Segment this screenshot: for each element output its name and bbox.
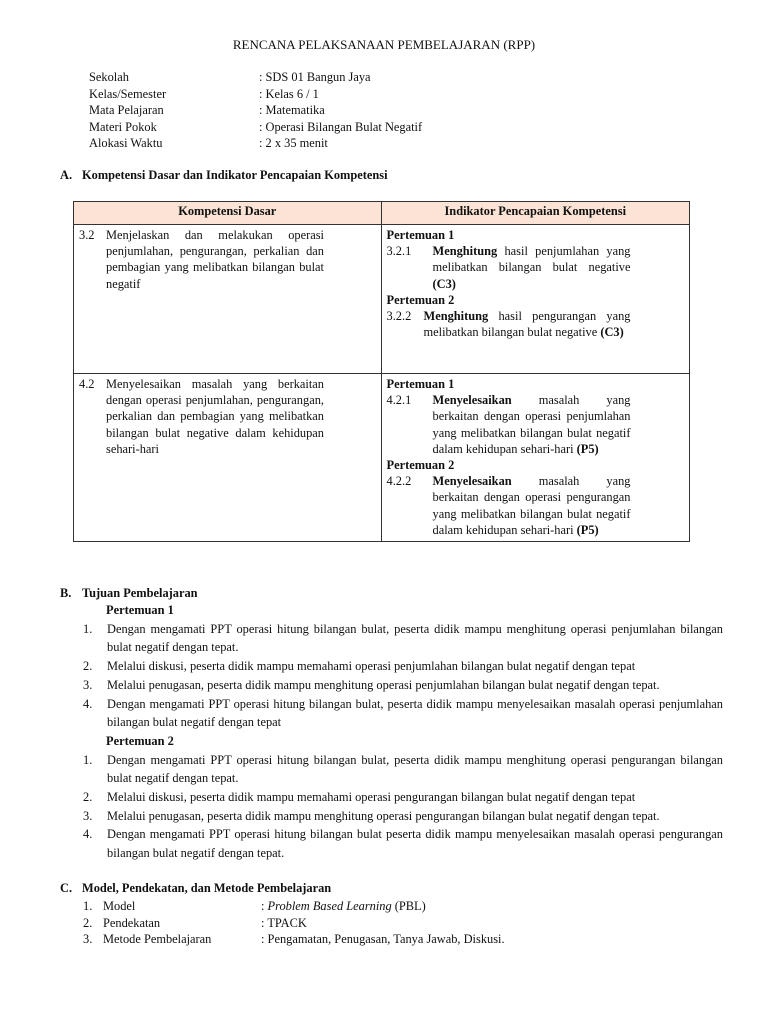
item-text: Dengan mengamati PPT operasi hitung bilangan bulat peserta didik mampu menyelesaikan masalah operasi pengurangan bilangan bulat negatif dengan tepat.: [107, 827, 723, 861]
ipk-cell: [381, 374, 690, 542]
method-label: Model: [103, 899, 136, 913]
list-item: [83, 657, 723, 676]
method-label: Metode Pembelajaran: [103, 932, 212, 946]
section-a-heading: [60, 168, 388, 183]
item-text: Melalui diskusi, peserta didik mampu memahami operasi pengurangan bilangan bulat negatif dengan tepat: [107, 790, 636, 805]
item-number: 3.: [83, 677, 93, 692]
item-number: 3.: [83, 808, 93, 823]
item-text: Melalui penugasan, peserta didik mampu menghitung operasi pengurangan bilangan bulat negatif dengan tepat.: [107, 808, 660, 823]
list-item: [83, 751, 723, 788]
meeting-label: Pertemuan 2: [386, 292, 455, 307]
method-label: Pendekatan: [103, 915, 161, 930]
meeting-subheading: Pertemuan 1: [106, 603, 174, 617]
indicator-level: (P5): [576, 522, 599, 537]
kd-text: Menjelaskan dan melakukan operasi penjumlahan, pengurangan, perkalian dan pembagian yang melibatkan bilangan bulat negatif: [106, 228, 324, 291]
kd-number: 3.2: [79, 228, 95, 242]
info-label: Alokasi Waktu: [89, 136, 163, 150]
info-label: Kelas/Semester: [89, 86, 167, 101]
list-item: [83, 695, 723, 732]
info-value: : Matematika: [259, 103, 325, 117]
indicator-number: 4.2.2: [386, 474, 412, 489]
info-label: Materi Pokok: [89, 119, 157, 134]
kd-cell: [74, 225, 382, 374]
list-item: [83, 788, 723, 807]
info-value: : Operasi Bilangan Bulat Negatif: [259, 119, 423, 134]
item-number: 4.: [83, 827, 93, 842]
table-row: [74, 225, 690, 374]
header-indikator: Indikator Pencapaian Kompetensi: [381, 202, 690, 225]
indicator-text: hasil penjumlahan yang melibatkan bilangan bulat negative: [432, 244, 631, 275]
indicator-verb: Menghitung: [423, 309, 489, 324]
kd-text: Menyelesaikan masalah yang berkaitan dengan operasi penjumlahan, pengurangan, perkalian dan pembagian yang melibatkan bilangan bulat negative dalam kehidupan sehari-hari: [106, 377, 324, 456]
item-number: 4.: [83, 696, 93, 711]
item-text: Dengan mengamati PPT operasi hitung bilangan bulat, peserta didik mampu menyelesaikan masalah operasi penjumlahan bilangan bulat negatif dengan tepat: [107, 696, 723, 730]
ipk-cell: [381, 225, 690, 374]
section-title: Model, Pendekatan, dan Metode Pembelajaran: [82, 881, 332, 895]
indicator-text: hasil pengurangan yang melibatkan bilangan bulat negative: [423, 309, 631, 340]
method-value: TPACK: [267, 915, 307, 930]
kd-cell: [74, 374, 382, 542]
meeting-label: Pertemuan 1: [386, 377, 455, 391]
section-title: Tujuan Pembelajaran: [82, 586, 198, 600]
info-value: : 2 x 35 menit: [259, 136, 328, 150]
header-kompetensi-dasar: Kompetensi Dasar: [74, 202, 382, 225]
objectives-list: [83, 601, 723, 863]
item-number: 1.: [83, 752, 93, 767]
item-number: 3.: [83, 932, 93, 946]
indicator-text: masalah yang berkaitan dengan operasi pengurangan yang melibatkan bilangan bulat negatif dalam kehidupan sehari-hari: [432, 474, 631, 537]
item-text: Melalui penugasan, peserta didik mampu menghitung operasi penjumlahan bilangan bulat negatif dengan tepat.: [107, 677, 660, 692]
info-label: Sekolah: [89, 70, 129, 84]
list-item: [83, 825, 723, 862]
item-number: 1.: [83, 621, 93, 636]
meeting-label: Pertemuan 1: [386, 228, 455, 242]
method-value: Pengamatan, Penugasan, Tanya Jawab, Diskusi.: [267, 932, 505, 946]
indicator-verb: Menyelesaikan: [432, 393, 512, 408]
item-number: 2.: [83, 659, 93, 674]
table-header-row: [74, 202, 690, 225]
info-label: Mata Pelajaran: [89, 103, 164, 117]
indicator-number: 3.2.1: [386, 244, 412, 259]
document-title: RENCANA PELAKSANAAN PEMBELAJARAN (RPP): [232, 37, 536, 52]
method-sep: :: [261, 899, 268, 913]
item-number: 1.: [83, 899, 93, 913]
item-number: 2.: [83, 915, 93, 930]
meeting-label: Pertemuan 2: [386, 458, 455, 473]
section-letter: A.: [60, 168, 73, 182]
meeting-subheading: Pertemuan 2: [106, 733, 174, 748]
section-b-heading: [60, 586, 198, 601]
indicator-level: (C3): [600, 325, 624, 340]
indicator-level: (C3): [432, 276, 456, 291]
indicator-level: (P5): [576, 441, 599, 456]
section-letter: B.: [60, 586, 72, 600]
method-value-italic: Problem Based Learning: [267, 899, 392, 913]
section-c-heading: [60, 881, 331, 896]
section-title: Kompetensi Dasar dan Indikator Pencapaian Kompetensi: [82, 168, 388, 182]
list-item: [83, 676, 723, 695]
method-value: (PBL): [391, 899, 426, 913]
item-text: Melalui diskusi, peserta didik mampu memahami operasi penjumlahan bilangan bulat negatif dengan tepat: [107, 659, 636, 674]
indicator-verb: Menyelesaikan: [432, 474, 512, 489]
item-number: 2.: [83, 790, 93, 805]
item-text: Dengan mengamati PPT operasi hitung bilangan bulat, peserta didik mampu menghitung operasi pengurangan bilangan bulat negatif dengan tepat.: [107, 752, 723, 786]
list-item: [83, 620, 723, 657]
indicator-number: 4.2.1: [386, 393, 412, 408]
info-value: : Kelas 6 / 1: [259, 86, 319, 101]
indicator-text: masalah yang berkaitan dengan operasi penjumlahan yang melibatkan bilangan bulat negatif dalam kehidupan sehari-hari: [432, 393, 631, 456]
indicator-number: 3.2.2: [386, 309, 412, 324]
indicator-verb: Menghitung: [432, 244, 498, 259]
kd-number: 4.2: [79, 377, 95, 391]
table-row: [74, 374, 690, 542]
method-sep: :: [261, 932, 268, 946]
method-sep: :: [261, 915, 268, 930]
section-letter: C.: [60, 881, 73, 895]
list-item: [83, 807, 723, 826]
competency-table: [73, 201, 690, 542]
item-text: Dengan mengamati PPT operasi hitung bilangan bulat, peserta didik mampu menghitung operasi penjumlahan bilangan bulat negatif dengan tepat.: [107, 621, 723, 655]
info-value: : SDS 01 Bangun Jaya: [259, 70, 371, 84]
